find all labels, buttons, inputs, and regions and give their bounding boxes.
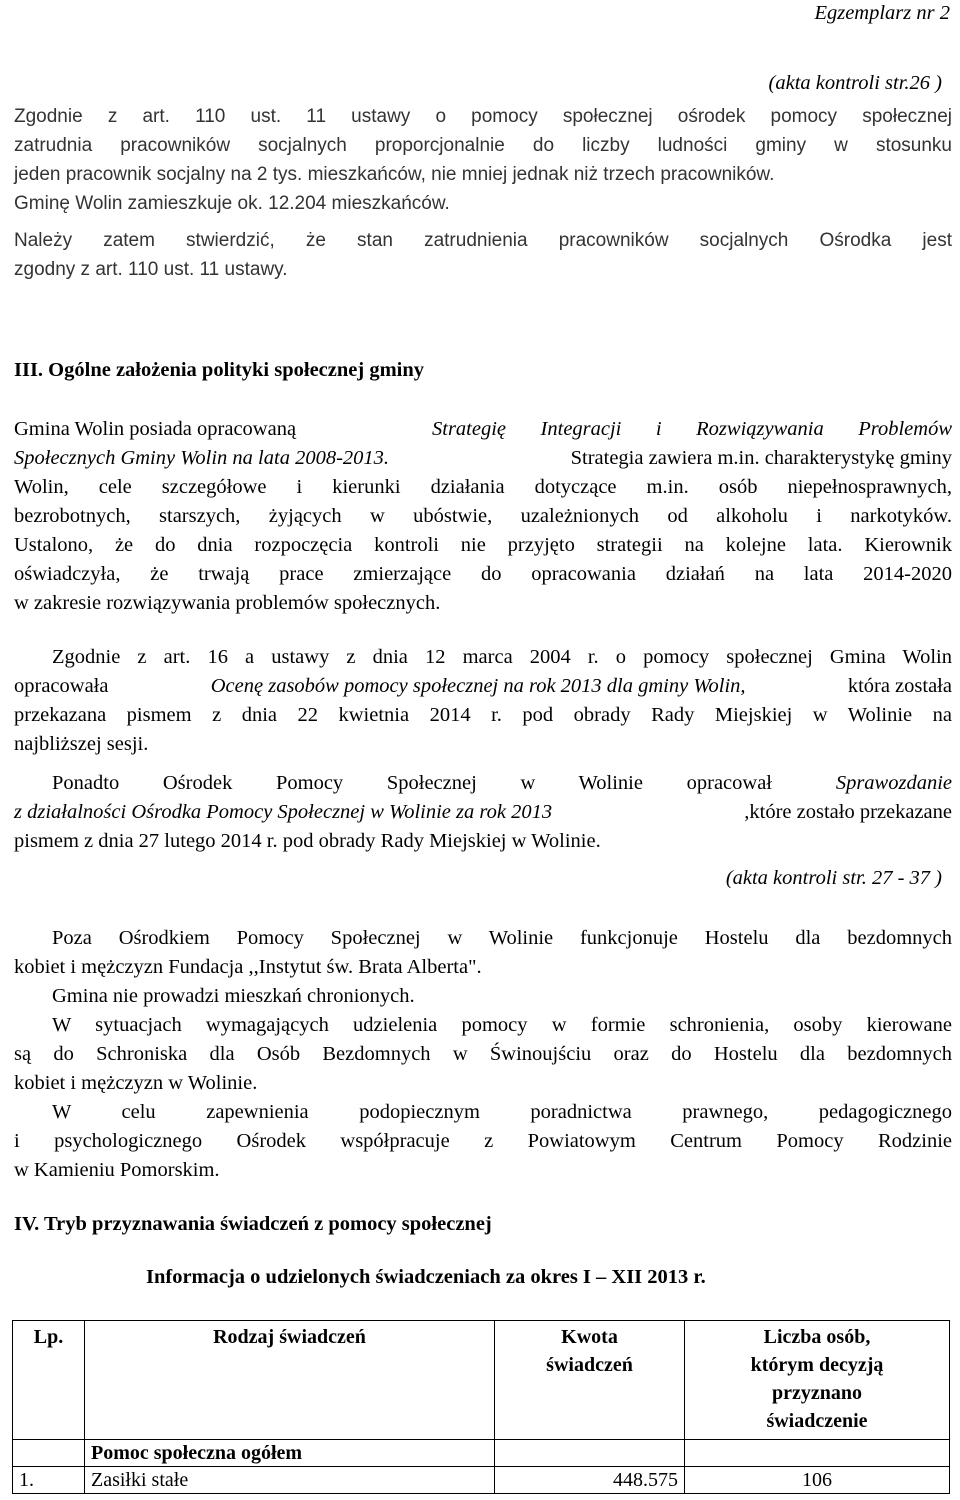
document-title: Ocenę zasobów pomocy społecznej na rok 2013 dla gminy Wolin, xyxy=(210,675,746,697)
row-count: 106 xyxy=(685,1467,950,1494)
paragraph-line: oświadczyła, że trwają prace zmierzające do opracowania działań na lata 2014-2020 xyxy=(14,563,952,585)
paragraph-line: Należy zatem stwierdzić, że stan zatrudnienia pracowników socjalnych Ośrodka jest xyxy=(14,230,952,251)
document-title: Strategię Integracji i Rozwiązywania Problemów xyxy=(432,418,952,440)
paragraph-line: przekazana pismem z dnia 22 kwietnia 2014 r. pod obrady Rady Miejskiej w Wolinie na xyxy=(14,704,952,726)
paragraph-line: Zgodnie z art. 110 ust. 11 ustawy o pomocy społecznej ośrodek pomocy społecznej xyxy=(14,106,952,127)
text-span: Ponadto Ośrodek Pomocy Społecznej w Wolinie opracował xyxy=(52,772,772,794)
column-header-count xyxy=(685,1321,950,1440)
file-reference: (akta kontroli str. 27 - 37 ) xyxy=(725,867,942,889)
paragraph-line: jeden pracownik socjalny na 2 tys. mieszkańców, nie mniej jednak niż trzech pracowników. xyxy=(14,164,775,185)
paragraph-line: W celu zapewnienia podopiecznym poradnictwa prawnego, pedagogicznego xyxy=(52,1101,952,1123)
table-cell xyxy=(13,1440,85,1467)
section-heading: III. Ogólne założenia polityki społecznej gminy xyxy=(14,359,424,381)
paragraph-line: W sytuacjach wymagających udzielenia pomocy w formie schronienia, osoby kierowane xyxy=(52,1014,952,1036)
text-span: która została xyxy=(847,675,952,697)
header-line: Kwota xyxy=(561,1326,618,1348)
paragraph-line: kobiet i mężczyzn Fundacja ,,Instytut św. Brata Alberta". xyxy=(14,956,482,978)
paragraph-line xyxy=(14,798,952,827)
header-line: świadczeń xyxy=(546,1354,633,1376)
paragraph-line: są do Schroniska dla Osób Bezdomnych w Świnoujściu oraz do Hostelu dla bezdomnych xyxy=(14,1043,952,1065)
paragraph-line: Ustalono, że do dnia rozpoczęcia kontroli nie przyjęto strategii na kolejne lata. Kierownik xyxy=(14,534,952,556)
table-header-row xyxy=(13,1321,950,1440)
paragraph-line xyxy=(14,415,952,444)
paragraph-line: Wolin, cele szczegółowe i kierunki działania dotyczące m.in. osób niepełnosprawnych, xyxy=(14,476,952,498)
paragraph-line: bezrobotnych, starszych, żyjących w ubóstwie, uzależnionych od alkoholu i narkotyków. xyxy=(14,505,952,527)
table-row xyxy=(13,1467,950,1494)
paragraph-line: i psychologicznego Ośrodek współpracuje z Powiatowym Centrum Pomocy Rodzinie xyxy=(14,1130,952,1152)
table-cell xyxy=(685,1440,950,1467)
group-label: Pomoc społeczna ogółem xyxy=(85,1440,495,1467)
header-line: którym decyzją xyxy=(750,1354,884,1376)
document-title: z działalności Ośrodka Pomocy Społecznej w Wolinie za rok 2013 xyxy=(14,801,553,823)
paragraph-line xyxy=(14,769,952,798)
paragraph-line xyxy=(14,444,952,473)
paragraph-line: w Kamieniu Pomorskim. xyxy=(14,1159,220,1181)
file-reference: (akta kontroli str.26 ) xyxy=(768,72,942,94)
paragraph-line: kobiet i mężczyzn w Wolinie. xyxy=(14,1072,258,1094)
column-header-type: Rodzaj świadczeń xyxy=(85,1321,495,1440)
paragraph-line: najbliższej sesji. xyxy=(14,733,149,755)
text-span: ,które zostało przekazane xyxy=(744,801,952,823)
paragraph-line: zgodny z art. 110 ust. 11 ustawy. xyxy=(14,259,288,280)
header-line: Liczba osób, xyxy=(763,1326,871,1348)
table-cell xyxy=(495,1440,685,1467)
table-group-row xyxy=(13,1440,950,1467)
paragraph-line: pismem z dnia 27 lutego 2014 r. pod obrady Rady Miejskiej w Wolinie. xyxy=(14,830,601,852)
row-amount: 448.575 xyxy=(495,1467,685,1494)
paragraph-line: Zgodnie z art. 16 a ustawy z dnia 12 marca 2004 r. o pomocy społecznej Gmina Wolin xyxy=(52,646,952,668)
section-heading: IV. Tryb przyznawania świadczeń z pomocy społecznej xyxy=(14,1213,492,1235)
text-span: Gmina Wolin posiada opracowaną xyxy=(14,418,297,440)
paragraph-line: w zakresie rozwiązywania problemów społecznych. xyxy=(14,592,441,614)
paragraph-line: Gmina nie prowadzi mieszkań chronionych. xyxy=(52,985,415,1007)
table-title: Informacja o udzielonych świadczeniach za okres I – XII 2013 r. xyxy=(146,1266,706,1288)
row-type: Zasiłki stałe xyxy=(85,1467,495,1494)
document-title: Sprawozdanie xyxy=(835,772,952,794)
header-line: przyznano xyxy=(772,1382,862,1404)
text-span: Strategia zawiera m.in. charakterystykę gminy xyxy=(570,447,952,469)
text-span: opracowała xyxy=(14,675,109,697)
paragraph-line: zatrudnia pracowników socjalnych proporcjonalnie do liczby ludności gminy w stosunku xyxy=(14,135,952,156)
copy-number-label: Egzemplarz nr 2 xyxy=(814,2,950,24)
benefits-table xyxy=(12,1320,950,1494)
column-header-lp: Lp. xyxy=(13,1321,85,1440)
row-lp: 1. xyxy=(13,1467,85,1494)
paragraph-line: Poza Ośrodkiem Pomocy Społecznej w Wolinie funkcjonuje Hostelu dla bezdomnych xyxy=(52,927,952,949)
paragraph-line xyxy=(14,672,952,701)
header-line: świadczenie xyxy=(766,1410,868,1432)
document-title: Społecznych Gminy Wolin na lata 2008-2013. xyxy=(14,447,390,469)
column-header-amount xyxy=(495,1321,685,1440)
paragraph-line: Gminę Wolin zamieszkuje ok. 12.204 mieszkańców. xyxy=(14,193,450,214)
